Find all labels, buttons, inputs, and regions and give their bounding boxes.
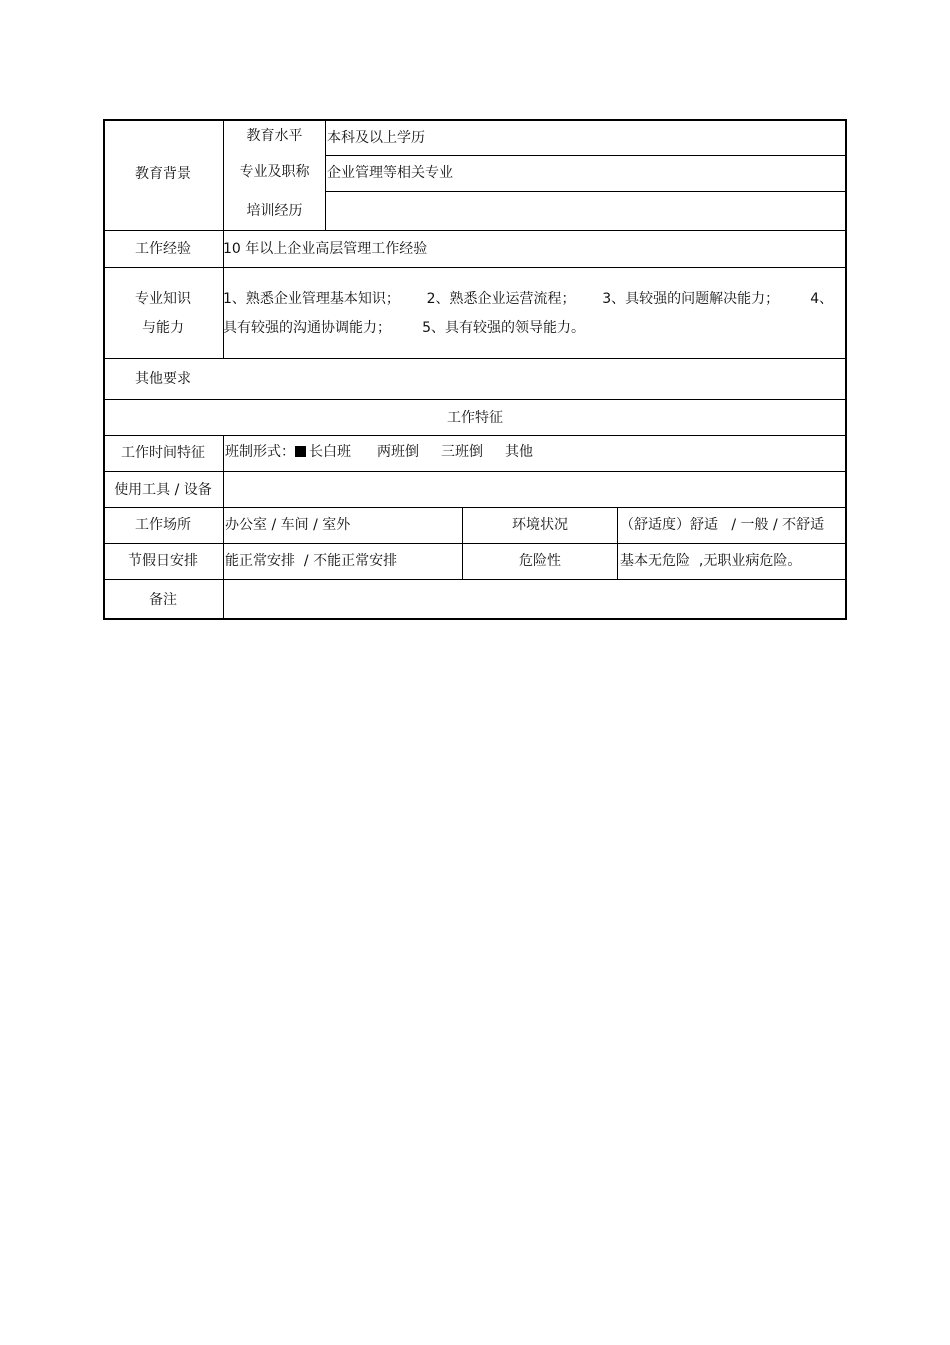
experience-value: 10 年以上企业高层管理工作经验	[223, 241, 428, 257]
environment-value: （舒适度）舒适 / 一般 / 不舒适	[620, 517, 825, 533]
row-divider	[103, 507, 847, 508]
row-divider	[103, 543, 847, 544]
row-divider	[325, 155, 847, 156]
section-title: 工作特征	[447, 410, 503, 426]
other-label: 其他要求	[135, 371, 191, 387]
workplace-value: 办公室 / 车间 / 室外	[225, 517, 351, 533]
row-divider	[103, 579, 847, 580]
table-border-bottom	[103, 618, 847, 620]
risk-value: 基本无危险 ,无职业病危险。	[620, 553, 802, 569]
row-divider	[103, 435, 847, 436]
remarks-label: 备注	[149, 592, 177, 608]
education-level-value: 本科及以上学历	[327, 130, 425, 146]
skills-line2: 具有较强的沟通协调能力； 5、具有较强的领导能力。	[223, 320, 586, 336]
holiday-value: 能正常安排 / 不能正常安排	[225, 553, 398, 569]
shift-option-other: 其他	[505, 444, 533, 460]
education-level-label: 教育水平	[246, 128, 303, 144]
experience-label: 工作经验	[135, 241, 191, 257]
col-divider	[223, 435, 224, 619]
shift-prefix: 班制形式：	[225, 444, 295, 460]
education-label: 教育背景	[135, 166, 191, 182]
workplace-label: 工作场所	[135, 517, 191, 533]
holiday-label: 节假日安排	[128, 553, 198, 569]
row-divider	[103, 358, 847, 359]
major-value: 企业管理等相关专业	[327, 165, 453, 181]
job-description-table	[103, 119, 847, 620]
work-time-options	[225, 443, 533, 461]
table-border-right	[845, 119, 847, 620]
skills-line1: 1、熟悉企业管理基本知识； 2、熟悉企业运营流程； 3、具较强的问题解决能力； 4、	[223, 291, 834, 307]
col-divider	[325, 119, 326, 230]
tools-label: 使用工具 / 设备	[114, 482, 212, 498]
table-border-top	[103, 119, 847, 121]
row-divider	[103, 230, 847, 231]
col-divider	[617, 507, 618, 579]
skills-label-line1: 专业知识	[135, 291, 191, 307]
risk-label: 危险性	[519, 553, 561, 569]
training-label: 培训经历	[246, 203, 303, 219]
environment-label: 环境状况	[512, 517, 568, 533]
shift-option-three: 三班倒	[441, 444, 483, 460]
row-divider	[325, 191, 847, 192]
work-time-label: 工作时间特征	[121, 445, 205, 461]
row-divider	[103, 267, 847, 268]
shift-option-day: 长白班	[309, 444, 351, 460]
skills-label-line2: 与能力	[142, 320, 184, 336]
checked-square-icon	[295, 446, 306, 457]
shift-option-two: 两班倒	[377, 444, 419, 460]
major-label: 专业及职称	[239, 164, 310, 180]
row-divider	[103, 471, 847, 472]
row-divider	[103, 399, 847, 400]
